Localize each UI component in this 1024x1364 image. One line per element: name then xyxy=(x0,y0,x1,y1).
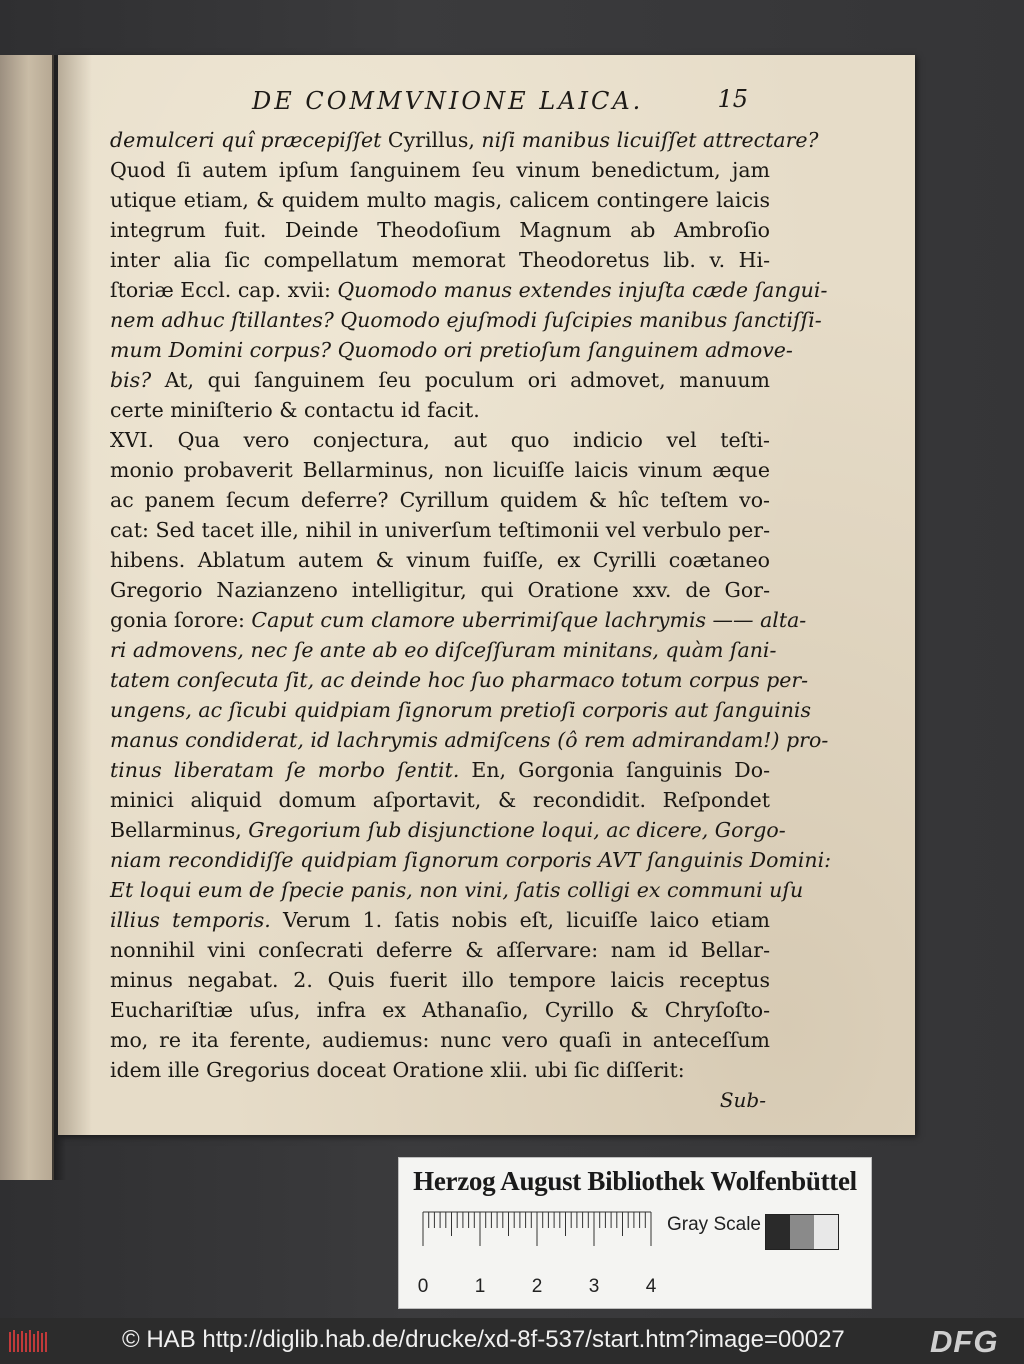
roman-text: certe miniſterio & contactu id facit. xyxy=(110,398,480,422)
roman-text: Euchariſtiæ uſus, infra ex Athanaſio, Cyrillo & Chryſoſto- xyxy=(110,998,770,1022)
text-line xyxy=(110,155,770,185)
roman-text: XVI. Qua vero conjectura, aut quo indicio vel teſti- xyxy=(110,428,770,452)
italic-text: Caput cum clamore uberrimiſque lachrymis —— alta- xyxy=(251,608,807,632)
text-line xyxy=(110,995,770,1025)
roman-text: Cyrillus, xyxy=(381,128,482,152)
gray-patch xyxy=(790,1215,814,1249)
gray-patch xyxy=(766,1215,790,1249)
roman-text: Gregorio Nazianzeno intelligitur, qui Oratione xxv. de Gor- xyxy=(110,578,770,602)
italic-text: Quomodo manus extendes injuſta cæde ſangui- xyxy=(337,278,828,302)
hab-logo-icon xyxy=(8,1328,48,1354)
text-line xyxy=(110,245,770,275)
text-line xyxy=(110,785,770,815)
text-line xyxy=(110,755,770,785)
permalink-link[interactable]: © HAB http://diglib.hab.de/drucke/xd-8f-537/start.htm?image=00027 xyxy=(122,1326,845,1353)
text-line xyxy=(110,365,770,395)
text-line xyxy=(110,695,811,725)
italic-text: niſi manibus licuiſſet attrectare? xyxy=(481,128,819,152)
roman-text: utique etiam, & quidem multo magis, calicem contingere laicis xyxy=(110,188,770,212)
italic-text: ri admovens, nec ſe ante ab eo diſceſſuram minitans, quàm ſani- xyxy=(110,638,777,662)
text-line xyxy=(110,875,804,905)
gray-scale-label: Gray Scale xyxy=(667,1214,761,1235)
italic-text: niam recondidiſſe quidpiam ſignorum corporis AVT ſanguinis Domini: xyxy=(110,848,832,872)
gray-patch xyxy=(814,1215,838,1249)
library-label xyxy=(398,1157,872,1309)
book-page xyxy=(58,55,915,1135)
text-line xyxy=(110,545,770,575)
previous-page-edge xyxy=(0,55,54,1180)
italic-text: tatem conſecuta ſit, ac deinde hoc ſuo pharmaco totum corpus per- xyxy=(110,668,809,692)
ruler-number: 3 xyxy=(588,1276,600,1297)
ruler-number: 2 xyxy=(531,1276,543,1297)
text-line xyxy=(110,845,832,875)
gray-scale-patch xyxy=(765,1214,839,1250)
roman-text: cat: Sed tacet ille, nihil in univerſum teſtimonii vel verbulo per- xyxy=(110,518,770,542)
roman-text: Quod ſi autem ipſum ſanguinem ſeu vinum benedictum, jam xyxy=(110,158,770,182)
roman-text: Bellarminus, xyxy=(110,818,249,842)
text-line xyxy=(110,575,770,605)
dfg-logo: DFG xyxy=(930,1324,999,1359)
text-line xyxy=(110,665,809,695)
footer-bar xyxy=(0,1318,1024,1364)
italic-text: demulceri quî præcepiſſet xyxy=(110,128,382,152)
italic-text: Et loqui eum de ſpecie panis, non vini, ſatis colligi ex communi uſu xyxy=(110,878,804,902)
library-name: Herzog August Bibliothek Wolfenbüttel xyxy=(413,1166,857,1196)
text-line xyxy=(110,905,770,935)
measurement-ruler xyxy=(419,1208,659,1298)
text-line xyxy=(110,1055,770,1085)
ruler-number: 0 xyxy=(417,1276,429,1297)
roman-text: minus negabat. 2. Quis fuerit illo tempore laicis receptus xyxy=(110,968,770,992)
text-line xyxy=(110,335,793,365)
text-line xyxy=(110,395,770,425)
roman-text: nonnihil vini conſecrati deferre & aſſervare: nam id Bellar- xyxy=(110,938,770,962)
text-line xyxy=(110,605,807,635)
running-head: DE COMMVNIONE LAICA. xyxy=(252,87,644,115)
roman-text: At, qui ſanguinem ſeu poculum ori admovet, manuum xyxy=(151,368,770,392)
text-line xyxy=(110,635,777,665)
page-body-text xyxy=(110,125,832,1115)
italic-text: manus condiderat, id lachrymis admiſcens (ô rem admirandam!) pro- xyxy=(110,728,829,752)
italic-text: illius temporis. xyxy=(110,908,271,932)
italic-text: bis? xyxy=(110,368,152,392)
text-line xyxy=(110,515,770,545)
text-line xyxy=(110,935,770,965)
roman-text: ac panem ſecum deferre? Cyrillum quidem & hîc teſtem vo- xyxy=(110,488,770,512)
page-number: 15 xyxy=(717,85,748,113)
italic-text: nem adhuc ſtillantes? Quomodo ejuſmodi ſuſcipies manibus ſanctiſſi- xyxy=(110,308,822,332)
text-line xyxy=(110,215,770,245)
ruler-number: 1 xyxy=(474,1276,486,1297)
text-line xyxy=(110,725,829,755)
roman-text: integrum fuit. Deinde Theodoſium Magnum ab Ambroſio xyxy=(110,218,770,242)
text-line xyxy=(110,485,770,515)
text-line xyxy=(110,425,770,455)
ruler-number: 4 xyxy=(645,1276,657,1297)
text-line xyxy=(110,965,770,995)
italic-text: Gregorium ſub disjunctione loqui, ac dicere, Gorgo- xyxy=(248,818,786,842)
roman-text: Verum 1. ſatis nobis eſt, licuiſſe laico etiam xyxy=(270,908,770,932)
text-line xyxy=(110,815,786,845)
text-line xyxy=(110,275,828,305)
roman-text: idem ille Gregorius doceat Oratione xlii. ubi ſic diſſerit: xyxy=(110,1058,685,1082)
roman-text: minici aliquid domum aſportavit, & recondidit. Reſpondet xyxy=(110,788,770,812)
text-line xyxy=(110,185,770,215)
roman-text: monio probaverit Bellarminus, non licuiſſe laicis vinum æque xyxy=(110,458,770,482)
text-line xyxy=(110,125,819,155)
roman-text: En, Gorgonia ſanguinis Do- xyxy=(459,758,770,782)
catchword: Sub- xyxy=(719,1088,766,1112)
italic-text: mum Domini corpus? Quomodo ori pretioſum ſanguinem admove- xyxy=(110,338,793,362)
italic-text: ungens, ac ſicubi quidpiam ſignorum pretioſi corporis aut ſanguinis xyxy=(110,698,811,722)
roman-text: hibens. Ablatum autem & vinum fuiſſe, ex Cyrilli coætaneo xyxy=(110,548,770,572)
text-line xyxy=(110,455,770,485)
text-line xyxy=(110,1025,770,1055)
roman-text: inter alia ſic compellatum memorat Theodoretus lib. v. Hi- xyxy=(110,248,770,272)
italic-text: tinus liberatam ſe morbo ſentit. xyxy=(110,758,460,782)
roman-text: mo, re ita ferente, audiemus: nunc vero quaſi in anteceſſum xyxy=(110,1028,770,1052)
roman-text: gonia ſorore: xyxy=(110,608,252,632)
text-line xyxy=(110,305,822,335)
roman-text: ſtoriæ Eccl. cap. xvii: xyxy=(110,278,338,302)
